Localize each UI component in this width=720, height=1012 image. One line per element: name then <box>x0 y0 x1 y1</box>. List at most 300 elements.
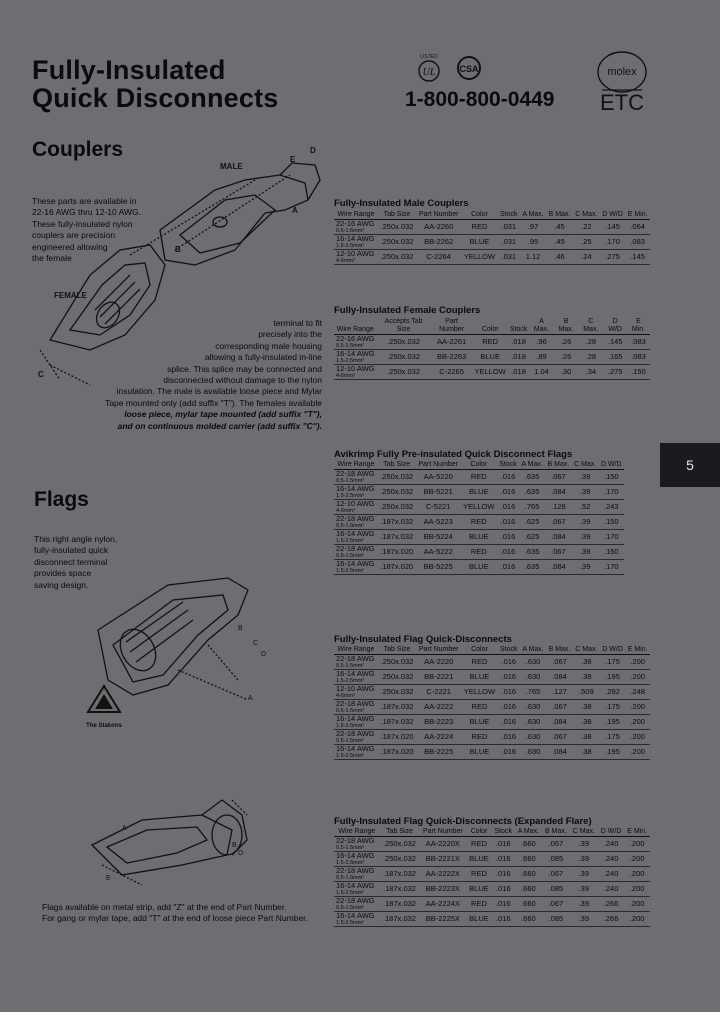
wire-range-metric: 0.5-1.5mm² <box>336 553 365 559</box>
flag-illustration-2 <box>82 795 327 895</box>
wire-range-cell <box>334 745 378 760</box>
column-header: C Max. <box>573 211 600 220</box>
table-cell: .031 <box>498 235 520 250</box>
table-cell: C-2264 <box>416 250 461 265</box>
couplers-body-line: corresponding male housing <box>215 340 322 351</box>
couplers-intro-line: couplers are precision <box>32 230 116 241</box>
table-cell: .200 <box>625 670 650 685</box>
couplers-body-line: disconnected without damage to the nylon <box>163 375 322 386</box>
table-cell: .625 <box>519 515 545 530</box>
table-cell: .187x.032 <box>380 897 420 912</box>
couplers-body-line: Tape mounted only (add suffix "T"). The females available <box>105 397 322 408</box>
couplers-intro-line: engineered allowing <box>32 241 108 252</box>
wire-range-metric: 0.5-1.5mm² <box>336 845 365 851</box>
wire-range-awg: 16-14 AWG <box>336 234 375 243</box>
wire-range-metric: 1.5-2.5mm² <box>336 723 365 729</box>
table-cell: .085 <box>542 852 570 867</box>
table-cell: AA-5222 <box>416 545 461 560</box>
svg-text:C: C <box>253 640 259 647</box>
table-cell: .083 <box>625 235 650 250</box>
table-cell: BLUE <box>461 235 497 250</box>
column-header: A Max. <box>529 318 553 335</box>
table-cell: .200 <box>625 655 650 670</box>
table-cell: 1.04 <box>529 365 553 380</box>
table-cell: .128 <box>545 500 572 515</box>
table-cell: .085 <box>542 882 570 897</box>
wire-range-cell <box>334 715 378 730</box>
svg-text:B: B <box>232 842 237 849</box>
column-header: Tab Size <box>378 461 416 470</box>
table-cell: .016 <box>498 655 520 670</box>
table-cell: .200 <box>624 852 650 867</box>
logo-molex-text: molex <box>607 66 637 78</box>
wire-range-cell <box>334 912 380 927</box>
wire-range-cell <box>334 867 380 882</box>
table-cell: RED <box>461 515 497 530</box>
table-cell: BLUE <box>466 882 491 897</box>
column-header: Color <box>461 646 497 655</box>
table-cell: .200 <box>624 912 650 927</box>
table-cell: BB-5224 <box>416 530 461 545</box>
wire-range-awg: 16-14 AWG <box>336 714 375 723</box>
couplers-intro-line: 22-16 AWG thru 12-10 AWG. <box>32 207 141 218</box>
table-cell: .018 <box>508 335 530 350</box>
title-line-1: Fully-Insulated <box>32 55 226 85</box>
table-cell: .39 <box>570 852 598 867</box>
couplers-intro-line: These parts are available in <box>32 196 137 206</box>
wire-range-awg: 16-14 AWG <box>336 669 375 678</box>
table-cell: .509 <box>573 685 600 700</box>
svg-text:E: E <box>106 875 111 882</box>
wire-range-metric: 0.5-1.5mm² <box>336 478 365 484</box>
couplers-body-line: and on continuous molded carrier (add suffix "C"). <box>117 420 322 431</box>
wire-range-metric: 0.5-1.5mm² <box>336 875 365 881</box>
table-cell: BLUE <box>466 912 491 927</box>
wire-range-cell <box>334 350 377 365</box>
table-cell: C-5221 <box>416 500 461 515</box>
ul-logo-icon <box>416 52 442 82</box>
table-cell: AA-2222 <box>416 700 461 715</box>
flags-intro-line: This right angle nylon, <box>34 534 118 544</box>
wire-range-metric: 4-6mm² <box>336 508 355 514</box>
wire-range-awg: 22-18 AWG <box>336 729 375 738</box>
table-cell: .240 <box>598 852 624 867</box>
table-row <box>334 365 650 380</box>
table-row <box>334 530 624 545</box>
spec-table <box>334 318 650 380</box>
table-cell: .38 <box>573 730 600 745</box>
table-row <box>334 852 650 867</box>
table-cell: .250x.032 <box>378 235 416 250</box>
wire-range-awg: 16-14 AWG <box>336 851 375 860</box>
table-cell: .016 <box>492 882 515 897</box>
table-cell: .292 <box>600 685 625 700</box>
table-cell: BLUE <box>461 715 497 730</box>
table-cell: BLUE <box>473 350 508 365</box>
table-row <box>334 897 650 912</box>
table-cell: .39 <box>572 530 599 545</box>
table-row <box>334 655 650 670</box>
table-cell: .016 <box>498 730 520 745</box>
column-header: A Max. <box>515 828 542 837</box>
table-cell: .28 <box>578 350 603 365</box>
table-cell: .200 <box>624 897 650 912</box>
column-header: B Max. <box>545 461 572 470</box>
dim-label: C <box>38 370 44 379</box>
table-cell: AA-5223 <box>416 515 461 530</box>
couplers-body-line: insulation. The male is available loose piece and Mylar <box>116 386 322 397</box>
table-cell: .250x.032 <box>378 655 416 670</box>
column-header: Wire Range <box>334 318 377 335</box>
table-cell: .39 <box>572 485 599 500</box>
table-cell: AA-5220 <box>416 470 461 485</box>
wire-range-metric: 1.5-2.5mm² <box>336 860 365 866</box>
table-cell: .187x.020 <box>378 545 416 560</box>
table-cell: .084 <box>545 530 572 545</box>
wire-range-cell <box>334 470 378 485</box>
table-cell: .39 <box>570 897 598 912</box>
table-title: Fully-Insulated Flag Quick-Disconnects (Expanded Flare) <box>334 816 592 827</box>
table-cell: BB-2225 <box>416 745 461 760</box>
title-line-2: Quick Disconnects <box>32 83 279 113</box>
table-cell: .200 <box>625 700 650 715</box>
wire-range-metric: 1.5-2.5mm² <box>336 753 365 759</box>
column-header: C Max. <box>573 646 600 655</box>
column-header: Part Number <box>431 318 473 335</box>
table-cell: .39 <box>570 837 598 852</box>
table-cell: .243 <box>599 500 624 515</box>
table-cell: .016 <box>498 700 520 715</box>
table-row <box>334 500 624 515</box>
csa-logo-icon <box>456 55 482 81</box>
table-cell: .175 <box>600 700 625 715</box>
column-header: B Max. <box>546 211 573 220</box>
table-cell: BLUE <box>461 485 497 500</box>
table-cell: .187x.020 <box>378 745 416 760</box>
table-cell: BB-5221 <box>416 485 461 500</box>
wire-range-awg: 22-18 AWG <box>336 469 375 478</box>
table-cell: .39 <box>572 545 599 560</box>
table-cell: .165 <box>603 350 627 365</box>
table-cell: .26 <box>554 350 579 365</box>
wire-range-cell <box>334 882 380 897</box>
table-header-row <box>334 318 650 335</box>
table-cell: .067 <box>545 545 572 560</box>
table-cell: .275 <box>600 250 625 265</box>
table-cell: .145 <box>603 335 627 350</box>
flags-intro-line: disconnect terminal <box>34 556 108 567</box>
ul-label: LISTED <box>420 54 438 60</box>
table-cell: .46 <box>546 250 573 265</box>
page-title <box>32 56 278 112</box>
table-cell: .187x.020 <box>378 730 416 745</box>
wire-range-metric: 1.5-2.5mm² <box>336 493 365 499</box>
wire-range-metric: 0.5-1.5mm² <box>336 343 365 349</box>
table-cell: .016 <box>497 515 519 530</box>
table-cell: .200 <box>625 730 650 745</box>
male-label: MALE <box>220 162 243 171</box>
spec-table <box>334 828 650 927</box>
couplers-intro-line: the female <box>32 253 72 264</box>
column-header: A Max. <box>520 211 546 220</box>
table-cell: .067 <box>545 515 572 530</box>
couplers-body-line: terminal to fit <box>273 318 322 328</box>
column-header: Tab Size <box>380 828 420 837</box>
wire-range-cell <box>334 335 377 350</box>
table-cell: .175 <box>600 730 625 745</box>
wire-range-metric: 0.5-1.5mm² <box>336 905 365 911</box>
table-cell: BLUE <box>461 670 497 685</box>
table-cell: .187x.032 <box>380 867 420 882</box>
table-cell: .660 <box>515 837 542 852</box>
table-cell: .016 <box>497 530 519 545</box>
table-cell: 1.12 <box>520 250 546 265</box>
table-cell: BB-2221X <box>419 852 466 867</box>
column-header: Color <box>461 211 497 220</box>
table-cell: .630 <box>520 655 546 670</box>
table-cell: .266 <box>598 897 624 912</box>
table-cell: .24 <box>573 250 600 265</box>
table-cell: .95 <box>520 235 546 250</box>
table-cell: .200 <box>624 837 650 852</box>
table-cell: .630 <box>520 670 546 685</box>
column-header: Stock <box>508 318 530 335</box>
table-cell: .085 <box>542 912 570 927</box>
wire-range-metric: 1.5-2.5mm² <box>336 243 365 249</box>
table-cell: .150 <box>599 545 624 560</box>
table-cell: .187x.032 <box>380 882 420 897</box>
table-cell: .22 <box>573 220 600 235</box>
table-cell: .170 <box>599 530 624 545</box>
couplers-body-line: loose piece, mylar tape mounted (add suffix "T"), <box>124 409 322 420</box>
table-cell: .195 <box>600 745 625 760</box>
table-cell: .45 <box>546 235 573 250</box>
wire-range-cell <box>334 485 378 500</box>
dim-label: A <box>292 206 298 215</box>
table-row <box>334 867 650 882</box>
table-row <box>334 685 650 700</box>
logo-etc-text: ETC <box>600 90 644 115</box>
wire-range-awg: 22-18 AWG <box>336 544 375 553</box>
table-header-row <box>334 828 650 837</box>
table-cell: .38 <box>573 655 600 670</box>
stakons-caption: The Stakons <box>86 723 122 729</box>
wire-range-awg: 12-10 AWG <box>336 364 375 373</box>
table-cell: .96 <box>529 335 553 350</box>
table-cell: .031 <box>498 220 520 235</box>
wire-range-awg: 22-18 AWG <box>336 654 375 663</box>
table-cell: .630 <box>520 715 546 730</box>
table-cell: RED <box>461 730 497 745</box>
table-cell: .630 <box>520 730 546 745</box>
table-cell: .145 <box>600 220 625 235</box>
table-cell: .660 <box>515 852 542 867</box>
table-cell: .127 <box>546 685 573 700</box>
wire-range-cell <box>334 235 378 250</box>
table-cell: .084 <box>546 745 573 760</box>
table-row <box>334 882 650 897</box>
table-cell: .630 <box>520 745 546 760</box>
column-header: A Max. <box>519 461 545 470</box>
spec-table <box>334 461 624 575</box>
table-cell: .083 <box>627 350 650 365</box>
coupler-illustration <box>30 135 330 395</box>
table-cell: .200 <box>625 715 650 730</box>
column-header: Stock <box>497 461 519 470</box>
table-cell: .38 <box>573 700 600 715</box>
column-header: Wire Range <box>334 828 380 837</box>
table-cell: .187x.032 <box>378 715 416 730</box>
table-row <box>334 335 650 350</box>
table-cell: RED <box>461 220 497 235</box>
table-title: Fully-Insulated Flag Quick-Disconnects <box>334 634 512 645</box>
table-cell: .187x.032 <box>378 700 416 715</box>
table-cell: .064 <box>625 220 650 235</box>
column-header: Stock <box>498 211 520 220</box>
table-title: Avikrimp Fully Pre-insulated Quick Disconnect Flags <box>334 449 573 460</box>
table-cell: .170 <box>600 235 625 250</box>
table-cell: BLUE <box>461 560 497 575</box>
table-cell: .067 <box>546 730 573 745</box>
couplers-heading: Couplers <box>32 138 124 161</box>
table-row <box>334 560 624 575</box>
column-header: Part Number <box>419 828 466 837</box>
flags-intro-line: provides space <box>34 568 92 579</box>
column-header: E Min. <box>627 318 650 335</box>
column-header: Wire Range <box>334 646 378 655</box>
svg-text:B: B <box>238 625 243 632</box>
column-header: Color <box>466 828 491 837</box>
table-cell: .018 <box>508 350 530 365</box>
table-cell: BB-2221 <box>416 670 461 685</box>
table-row <box>334 700 650 715</box>
table-cell: YELLOW <box>473 365 508 380</box>
table-cell: C-2265 <box>431 365 473 380</box>
flags-intro-line: fully-insulated quick <box>34 545 109 556</box>
table-cell: .248 <box>625 685 650 700</box>
column-header: Color <box>461 461 497 470</box>
flags-footnote-1: Flags available on metal strip, add "Z" at the end of Part Number. <box>42 902 287 912</box>
table-cell: .016 <box>498 670 520 685</box>
svg-text:D: D <box>261 651 267 658</box>
table-cell: .660 <box>515 897 542 912</box>
table-row <box>334 912 650 927</box>
svg-text:A: A <box>122 825 127 832</box>
wire-range-metric: 1.5-2.5mm² <box>336 568 365 574</box>
table-row <box>334 515 624 530</box>
wire-range-metric: 1.5-2.5mm² <box>336 920 365 926</box>
table-cell: .016 <box>498 745 520 760</box>
table-cell: BB-2262 <box>416 235 461 250</box>
wire-range-cell <box>334 530 378 545</box>
column-header: Stock <box>492 828 515 837</box>
wire-range-awg: 16-14 AWG <box>336 559 375 568</box>
table-cell: .084 <box>545 485 572 500</box>
table-cell: .150 <box>599 470 624 485</box>
wire-range-metric: 1.5-2.5mm² <box>336 538 365 544</box>
table-cell: .067 <box>542 837 570 852</box>
table-title: Fully-Insulated Female Couplers <box>334 305 481 316</box>
table-cell: .765 <box>520 685 546 700</box>
svg-text:D: D <box>238 850 244 857</box>
dim-label: E <box>290 155 296 164</box>
wire-range-metric: 0.5-1.5mm² <box>336 708 365 714</box>
table-cell: .635 <box>519 560 545 575</box>
column-header: Wire Range <box>334 211 378 220</box>
table-cell: .170 <box>599 485 624 500</box>
flags-footnotes <box>42 902 332 925</box>
table-header-row <box>334 211 650 220</box>
table-cell: .016 <box>492 837 515 852</box>
table-cell: BB-2223 <box>416 715 461 730</box>
table-cell: .25 <box>573 235 600 250</box>
table-cell: .39 <box>570 882 598 897</box>
couplers-body-line: splice. This splice may be connected and <box>167 363 322 374</box>
wire-range-cell <box>334 560 378 575</box>
table-cell: .38 <box>573 715 600 730</box>
table-cell: .084 <box>546 670 573 685</box>
table-cell: .38 <box>573 745 600 760</box>
female-label: FEMALE <box>54 291 87 300</box>
table-row <box>334 715 650 730</box>
table-cell: .250x.032 <box>378 670 416 685</box>
dim-label: D <box>310 146 316 155</box>
table-cell: AA-2224 <box>416 730 461 745</box>
wire-range-metric: 1.5-2.5mm² <box>336 358 365 364</box>
table-cell: RED <box>461 655 497 670</box>
ul-mark: UL <box>422 67 436 78</box>
wire-range-cell <box>334 670 378 685</box>
column-header: Part Number <box>416 211 461 220</box>
table-row <box>334 235 650 250</box>
column-header: D W/D <box>600 646 625 655</box>
table-cell: .016 <box>497 500 519 515</box>
wire-range-awg: 16-14 AWG <box>336 484 375 493</box>
table-cell: C-2221 <box>416 685 461 700</box>
table-cell: RED <box>461 700 497 715</box>
table-cell: .39 <box>572 515 599 530</box>
table-cell: .170 <box>599 560 624 575</box>
table-cell: .250x.032 <box>378 500 416 515</box>
table-cell: .067 <box>545 470 572 485</box>
table-cell: .765 <box>519 500 545 515</box>
table-cell: .067 <box>542 867 570 882</box>
wire-range-awg: 22-18 AWG <box>336 836 375 845</box>
section-tab: 5 <box>660 443 720 487</box>
table-cell: .016 <box>497 470 519 485</box>
column-header: Stock <box>498 646 520 655</box>
column-header: E Min. <box>624 828 650 837</box>
table-cell: .38 <box>573 670 600 685</box>
table-cell: RED <box>466 867 491 882</box>
flags-intro-line: saving design. <box>34 579 89 590</box>
table-cell: .635 <box>519 545 545 560</box>
wire-range-awg: 16-14 AWG <box>336 349 375 358</box>
wire-range-awg: 22-18 AWG <box>336 896 375 905</box>
table-cell: .195 <box>600 715 625 730</box>
column-header: A Max. <box>520 646 546 655</box>
table-row <box>334 250 650 265</box>
table-cell: .250x.032 <box>378 470 416 485</box>
wire-range-cell <box>334 852 380 867</box>
wire-range-metric: 0.5-1.5mm² <box>336 738 365 744</box>
column-header: Tab Size <box>378 211 416 220</box>
column-header: E Min. <box>625 646 650 655</box>
spec-table <box>334 646 650 760</box>
column-header: B Max. <box>542 828 570 837</box>
table-cell: YELLOW <box>461 500 497 515</box>
table-cell: BLUE <box>466 852 491 867</box>
